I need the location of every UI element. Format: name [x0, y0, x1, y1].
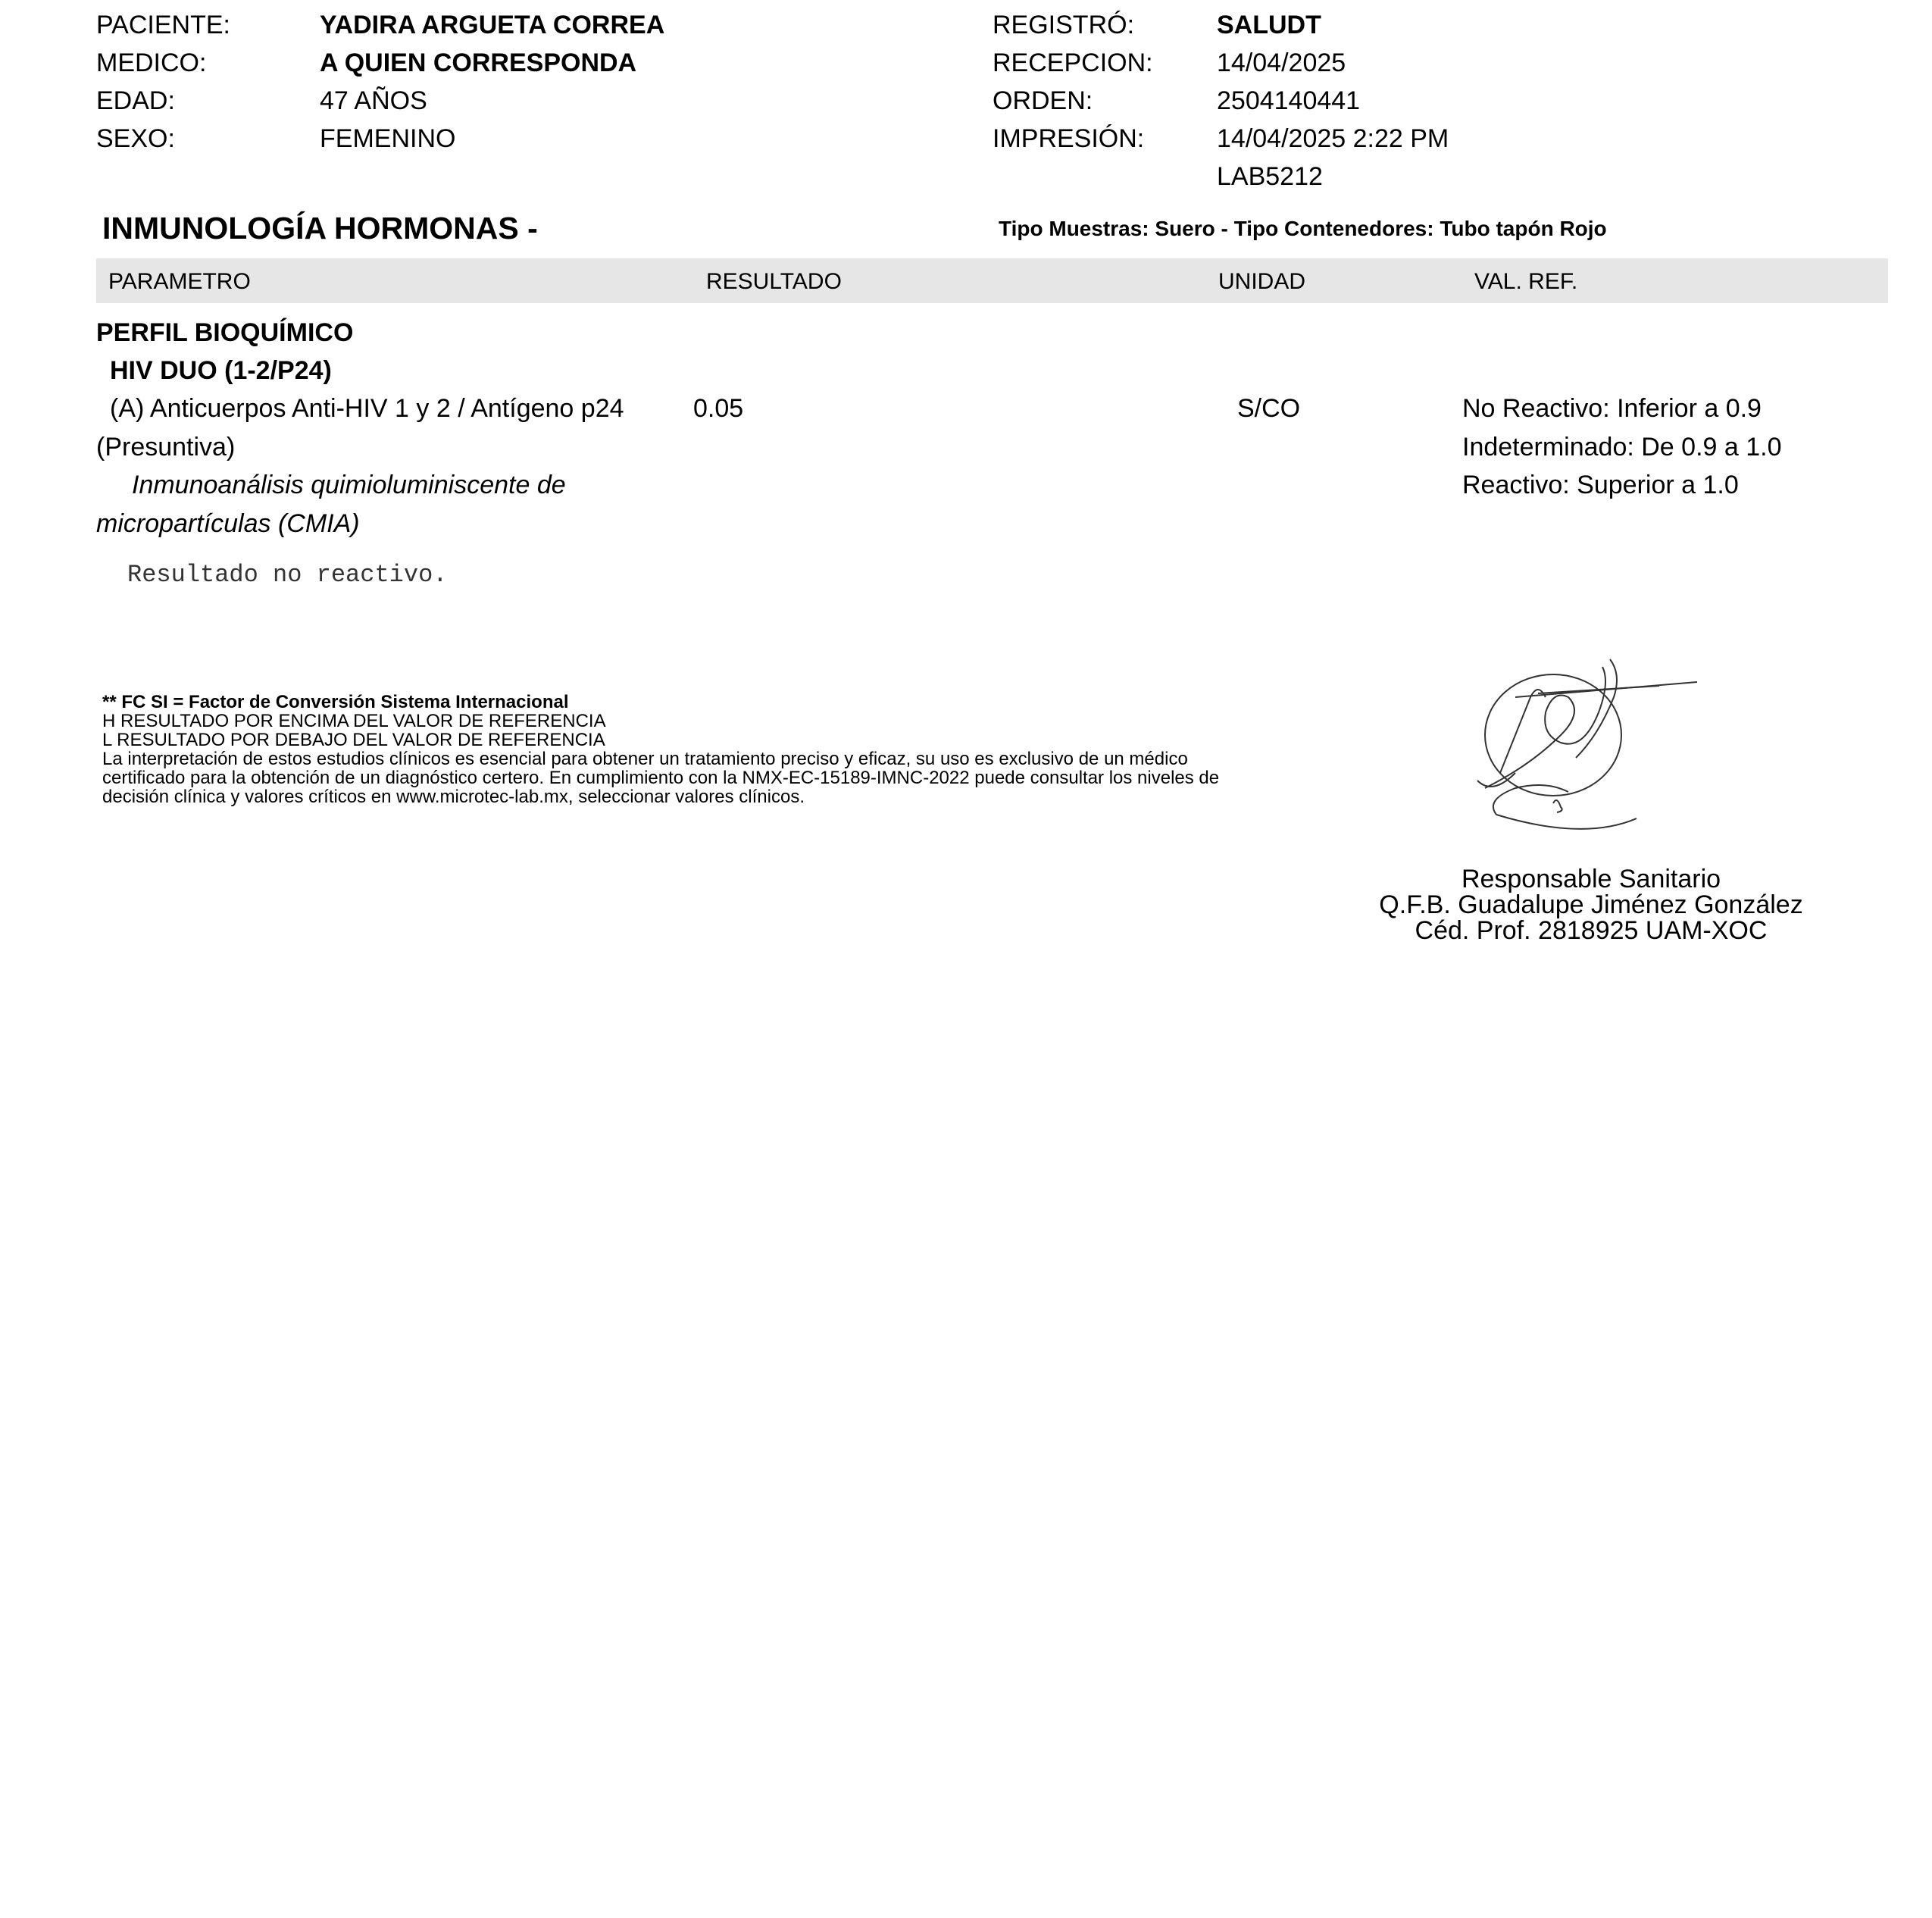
result-unit: S/CO — [1237, 394, 1301, 423]
signature-license: Céd. Prof. 2818925 UAM-XOC — [1415, 916, 1768, 945]
lab-code: LAB5212 — [1217, 162, 1323, 191]
reference-value: Reactivo: Superior a 1.0 — [1462, 471, 1739, 499]
order-number: 2504140441 — [1217, 86, 1361, 115]
method-line-1: Inmunoanálisis quimioluminiscente de — [132, 471, 566, 499]
signature-image — [1470, 652, 1712, 849]
doctor-name: A QUIEN CORRESPONDA — [320, 48, 637, 77]
signature-role: Responsable Sanitario — [1461, 865, 1721, 893]
footnote-disclaimer-line-2: certificado para la obtención de un diagnóstico certero. En cumplimiento con la NMX-EC-15189-IMNC-2022 puede consultar los niveles de — [102, 768, 1220, 788]
doctor-label: MEDICO: — [96, 48, 207, 77]
reference-value: Indeterminado: De 0.9 a 1.0 — [1462, 433, 1782, 462]
registered-value: SALUDT — [1217, 11, 1321, 39]
footnote-conversion-factor: ** FC SI = Factor de Conversión Sistema Internacional — [102, 692, 569, 712]
result-comment: Resultado no reactivo. — [127, 561, 448, 589]
footnotes — [102, 693, 1219, 806]
footnote-low-result: L RESULTADO POR DEBAJO DEL VALOR DE REFERENCIA — [102, 730, 605, 750]
column-header-result: RESULTADO — [706, 269, 842, 294]
parameter-qualifier: (Presuntiva) — [96, 433, 236, 462]
result-value: 0.05 — [693, 394, 744, 423]
method-line-2: micropartículas (CMIA) — [96, 509, 360, 538]
reception-label: RECEPCION: — [993, 48, 1153, 77]
sex-label: SEXO: — [96, 124, 175, 153]
age-label: EDAD: — [96, 86, 175, 115]
column-header-parameter: PARAMETRO — [108, 269, 251, 294]
print-label: IMPRESIÓN: — [993, 124, 1145, 153]
sample-type-info: Tipo Muestras: Suero - Tipo Contenedores: Tubo tapón Rojo — [999, 217, 1607, 240]
order-label: ORDEN: — [993, 86, 1093, 115]
column-header-reference: VAL. REF. — [1474, 269, 1578, 294]
signature-block — [1326, 866, 1856, 943]
sex-value: FEMENINO — [320, 124, 456, 153]
age-value: 47 AÑOS — [320, 86, 427, 115]
footnote-disclaimer-line-1: La interpretación de estos estudios clínicos es esencial para obtener un tratamiento preciso y eficaz, su uso es exclusivo de un médico — [102, 749, 1188, 769]
results-table-header — [96, 258, 1888, 303]
footnote-high-result: H RESULTADO POR ENCIMA DEL VALOR DE REFERENCIA — [102, 711, 606, 731]
footnote-disclaimer-line-3: decisión clínica y valores críticos en www.microtec-lab.mx, seleccionar valores clínicos. — [102, 787, 805, 807]
parameter-name: (A) Anticuerpos Anti-HIV 1 y 2 / Antígeno p24 — [110, 394, 624, 423]
test-name: HIV DUO (1-2/P24) — [110, 356, 332, 385]
patient-label: PACIENTE: — [96, 11, 230, 39]
registered-label: REGISTRÓ: — [993, 11, 1135, 39]
signature-name: Q.F.B. Guadalupe Jiménez González — [1379, 890, 1803, 919]
profile-title: PERFIL BIOQUÍMICO — [96, 318, 354, 347]
section-title: INMUNOLOGÍA HORMONAS - — [102, 211, 538, 246]
reference-value: No Reactivo: Inferior a 0.9 — [1462, 394, 1762, 423]
print-datetime: 14/04/2025 2:22 PM — [1217, 124, 1449, 153]
reception-date: 14/04/2025 — [1217, 48, 1346, 77]
column-header-unit: UNIDAD — [1218, 269, 1306, 294]
patient-name: YADIRA ARGUETA CORREA — [320, 11, 665, 39]
